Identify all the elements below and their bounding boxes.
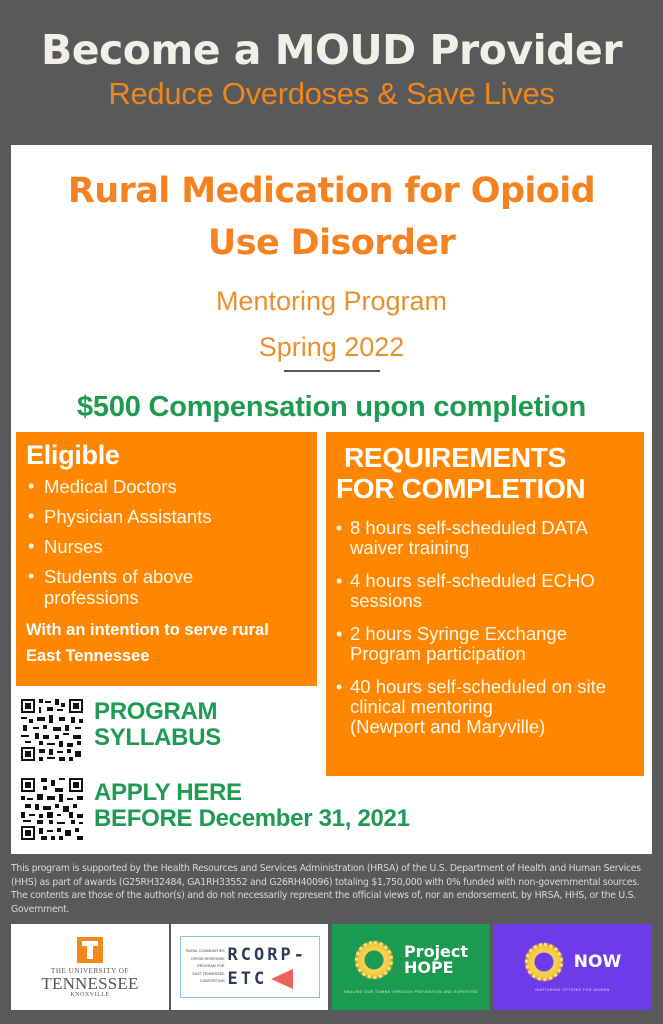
sunflower-icon: [524, 942, 564, 982]
hope-name: [404, 944, 468, 976]
hope-line1: Project: [403, 942, 469, 961]
qr-code-icon: [19, 697, 85, 763]
divider: [284, 370, 380, 372]
ut-line2: TENNESSEE: [41, 973, 139, 993]
program-title-line2: Use Disorder: [207, 223, 456, 263]
eligible-note-line2: East Tennessee: [26, 647, 150, 665]
apply-qr-code[interactable]: [19, 776, 85, 842]
chevron-left-icon: [271, 969, 293, 989]
rcorp-etc-logo: [171, 924, 328, 1010]
page-title: Become a MOUD Provider: [40, 26, 623, 74]
eligible-note: [26, 617, 307, 669]
requirements-box: [326, 432, 644, 776]
syllabus-qr-code[interactable]: [19, 697, 85, 763]
ut-line3: KNOXVILLE: [70, 991, 110, 998]
program-type: Mentoring Program: [215, 286, 448, 316]
apply-deadline: BEFORE December 31, 2021: [94, 805, 410, 832]
requirement-text: • 2 hours Syringe Exchange: [350, 623, 567, 644]
project-hope-logo: [332, 924, 490, 1010]
requirement-text: • 40 hours self-scheduled on site: [350, 676, 607, 697]
rcorp-big-line2: ETC: [227, 969, 268, 989]
eligible-item: • Students of above professions: [26, 566, 226, 608]
rcorp-big-line1: RCORP-: [227, 945, 307, 965]
qr-code-icon: [19, 776, 85, 842]
hope-tagline: HEALING OUR TOWNS THROUGH PREVENTION AND EXPERTISE: [343, 990, 479, 994]
program-title: [11, 165, 652, 269]
requirement-item: [336, 677, 634, 737]
requirement-text: clinical mentoring: [350, 696, 493, 717]
requirement-text: waiver training: [350, 537, 470, 558]
eligible-heading: Eligible: [26, 440, 120, 470]
page-subtitle: Reduce Overdoses & Save Lives: [108, 76, 555, 111]
requirement-item: [336, 518, 634, 558]
rcorp-small-line: RURAL COMMUNITIES: [185, 949, 225, 954]
rcorp-big-text: [228, 943, 307, 991]
eligible-list: [26, 476, 307, 608]
sunflower-icon: [354, 940, 394, 980]
rcorp-frame: [180, 936, 320, 998]
eligible-item: • Medical Doctors: [26, 476, 307, 497]
rcorp-small-text: [185, 948, 225, 986]
requirements-heading-line1: REQUIREMENTS: [344, 442, 566, 473]
now-row: [524, 942, 621, 982]
eligible-note-line1: With an intention to serve rural: [26, 621, 269, 639]
eligible-box: [16, 432, 317, 686]
ut-line1: THE UNIVERSITY OF: [51, 966, 129, 975]
requirements-heading-line2: FOR COMPLETION: [336, 473, 586, 504]
requirement-text: (Newport and Maryville): [350, 716, 546, 737]
requirements-heading: [336, 442, 634, 504]
rcorp-small-line: EAST TENNESSEE: [192, 971, 225, 976]
funding-disclaimer: This program is supported by the Health Resources and Services Administration (HRSA) of the U.S. Department of Health and Human Services (HHS) as part of awards (G25RH32484, GA1RH33552 and G26RH40096) totaling $1,750,000 with 0% funded with non-governmental sources. The contents are those of the author(s) and do not necessarily represent the official views of, nor an endorsement, by HRSA, HHS, or the U.S. Government.: [11, 863, 641, 915]
apply-line1: APPLY HERE: [94, 779, 242, 806]
rcorp-small-line: PROGRAM FOR: [197, 964, 225, 969]
syllabus-line1: PROGRAM: [94, 698, 218, 725]
compensation-banner: $500 Compensation upon completion: [76, 391, 586, 423]
eligible-item: • Physician Assistants: [26, 506, 307, 527]
program-term: Spring 2022: [258, 332, 405, 362]
requirement-text: sessions: [350, 590, 422, 611]
requirement-text: • 4 hours self-scheduled ECHO: [350, 570, 595, 591]
requirement-text: • 8 hours self-scheduled DATA: [350, 517, 588, 538]
requirement-item: [336, 624, 634, 664]
power-t-icon: [77, 937, 103, 963]
now-logo: [493, 924, 652, 1010]
eligible-item: • Nurses: [26, 536, 307, 557]
syllabus-link[interactable]: [94, 699, 221, 751]
apply-link[interactable]: [94, 780, 410, 832]
program-subtitle: [11, 278, 652, 370]
rcorp-small-line: CONSORTIUM: [200, 979, 225, 984]
requirements-list: [336, 518, 634, 737]
requirement-text: Program participation: [350, 643, 526, 664]
hope-line2: HOPE: [403, 958, 454, 977]
program-title-line1: Rural Medication for Opioid: [67, 171, 596, 211]
requirement-item: [336, 571, 634, 611]
hope-row: [354, 940, 468, 980]
ut-knoxville-logo: [11, 924, 169, 1010]
syllabus-line2: SYLLABUS: [94, 724, 221, 751]
rcorp-small-line: OPIOID RESPONSE: [190, 956, 225, 961]
now-name: NOW: [573, 952, 622, 972]
now-tagline: NURTURING OPTIONS FOR WOMEN: [535, 988, 610, 992]
